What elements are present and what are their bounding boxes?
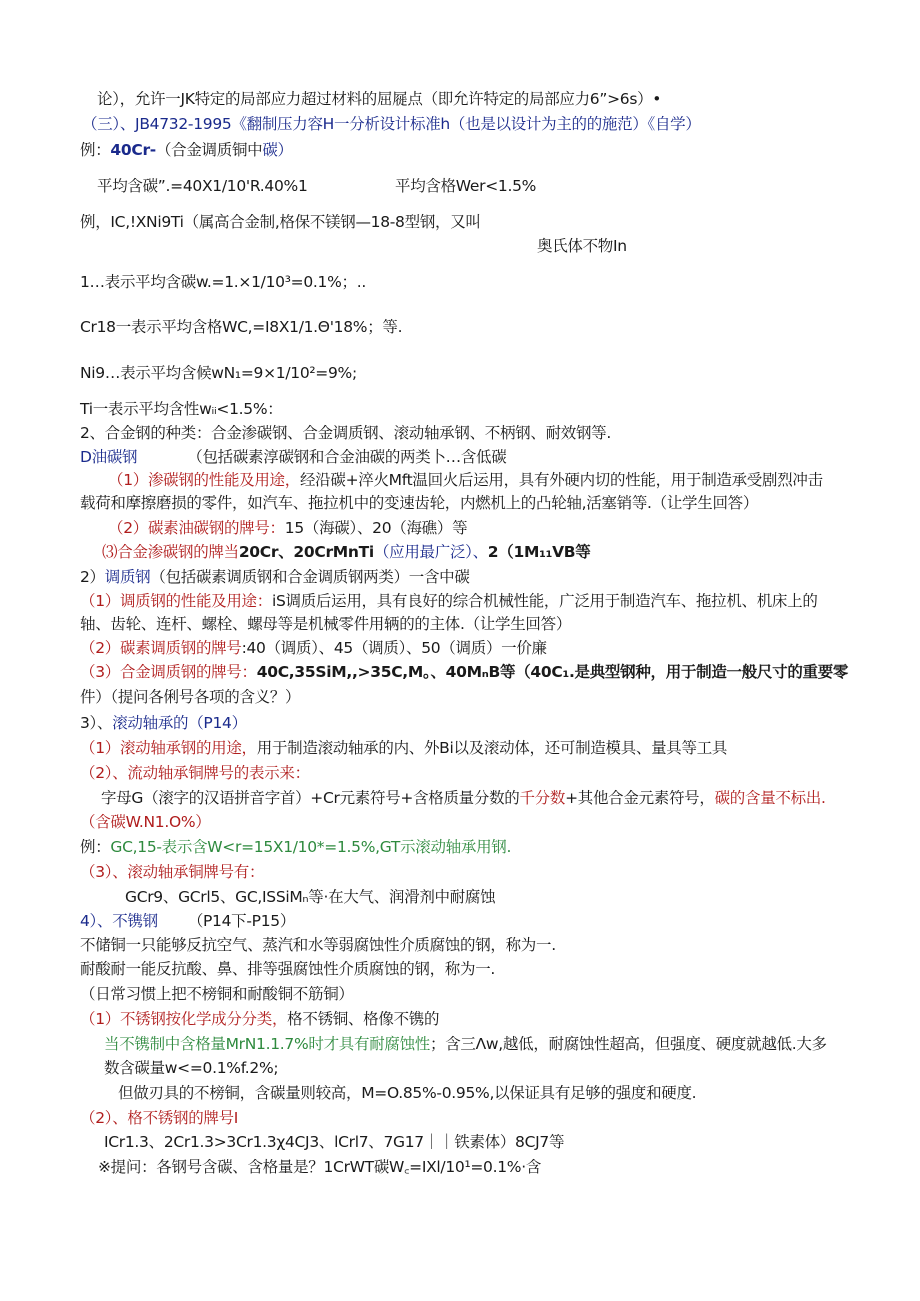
line-10: Ti一表示平均含性wᵢᵢ<1.5%： xyxy=(80,400,283,418)
line-39: （2）、格不锈钢的牌号I xyxy=(80,1109,239,1127)
line-18 xyxy=(80,590,818,612)
line-19: 轴、齿轮、连杆、螺栓、螺母等是机械零件用辆的的主体.（让学生回答） xyxy=(80,615,572,633)
line-01: 论），允许一JK特定的局部应力超过材料的屈屣点（即允许特定的局部应力6”>6s）• xyxy=(97,90,662,108)
line-21 xyxy=(80,661,848,683)
line-24 xyxy=(80,737,727,759)
line-15-heading: （2）碳素油碳钢的牌号： xyxy=(108,519,285,537)
line-12-desc: （包括碳素淳碳钢和合金油碳的两类卜…含低碳 xyxy=(187,448,507,466)
line-17-title: 调质钢 xyxy=(104,568,151,586)
line-27: （含碳W.N1.O%） xyxy=(80,813,211,831)
line-28-prefix: 例： xyxy=(80,838,111,856)
line-09: Ni9…表示平均含候wN₁=9×1/10²=9%; xyxy=(80,364,357,382)
line-23-num: 3）、 xyxy=(80,714,113,732)
line-03-end: 碳） xyxy=(262,141,293,159)
line-05: 例，IC,!XNi9Ti（属高合金制,格保不镁钢—18-8型钢，又叫 xyxy=(80,213,481,231)
line-14: 载荷和摩擦磨损的零件，如汽车、拖拉机中的变速齿轮，内燃机上的凸轮轴,活塞销等.（让学生回答） xyxy=(80,494,759,512)
line-32: 不储铜一只能够反抗空气、蒸汽和水等弱腐蚀性介质腐蚀的钢，称为一. xyxy=(80,936,556,954)
line-13-heading: （1）渗碳钢的性能及用途， xyxy=(108,471,300,489)
line-41: ※提问：各钢号含碳、含格量是？1CrWT碳W꜀=IXl/10¹=0.1%·含 xyxy=(98,1158,542,1176)
line-23 xyxy=(80,712,247,734)
line-29: （3）、滚动轴承铜牌号有： xyxy=(80,863,265,881)
line-33: 耐酸耐一能反抗酸、鼻、排等强腐蚀性介质腐蚀的钢，称为一. xyxy=(80,960,496,978)
line-07: 1…表示平均含碳w.=1.×1/10³=0.1%；.. xyxy=(80,273,366,291)
line-08: Cr18一表示平均含格WC,=I8X1/1.Θ'18%；等. xyxy=(80,318,403,336)
line-38: 但做刃具的不榜铜，含碳量则较高，M=O.85%-0.95%,以保证具有足够的强度和硬度. xyxy=(118,1084,697,1102)
line-35-text: 格不锈铜、格像不镌的 xyxy=(287,1010,440,1028)
line-13 xyxy=(108,469,823,491)
line-28 xyxy=(80,836,511,858)
line-36-highlight: 当不镌制中含格量MrN1.1.7%时才具有耐腐蚀性 xyxy=(104,1035,431,1053)
line-16-grades: 20Cr、20CrMnTi xyxy=(238,543,374,561)
line-12-title: D油碳钢 xyxy=(80,448,138,466)
line-15-text: 15（海碳）、20（海礁）等 xyxy=(284,519,468,537)
line-26-b: 千分数 xyxy=(519,789,566,807)
line-13-text: 经沿碳+淬火Mft温回火后运用，具有外硬内切的性能，用于制造承受剧烈冲击 xyxy=(299,471,823,489)
line-35 xyxy=(80,1008,439,1030)
line-17 xyxy=(80,566,470,588)
line-24-heading: （1）滚动轴承钢的用途， xyxy=(80,739,257,757)
line-03 xyxy=(80,139,293,161)
line-36-text: ；含三Λw,越低，耐腐蚀性超高，但强度、硬度就越低.大多 xyxy=(430,1035,827,1053)
line-31-title: 4）、不镌钢 xyxy=(80,912,158,930)
line-16-end: 2（1M₁₁VB等 xyxy=(487,543,591,561)
line-17-desc: （包括碳素调质钢和合金调质钢两类）一含中碳 xyxy=(150,568,470,586)
line-04-left-text: 平均含碳”.=40X1/10'R.40%1 xyxy=(97,177,308,195)
line-15 xyxy=(108,517,467,539)
line-11: 2、合金钢的种类：合金渗碳钢、合金调质钢、滚动轴承钢、不柄钢、耐效钢等. xyxy=(80,424,611,442)
line-20-heading: （2）碳素调质钢的牌号 xyxy=(80,639,242,657)
line-12 xyxy=(80,446,506,468)
line-03-prefix: 例： xyxy=(80,141,111,159)
line-23-title: 滚动轴承的（P14） xyxy=(112,714,247,732)
line-02: （三）、JB4732-1995《翻制压力容H一分析设计标准h（也是以设计为主的的施范）《自学） xyxy=(82,115,701,133)
line-30: GCr9、GCrl5、GC,ISSiMₙ等·在大气、润滑剂中耐腐蚀 xyxy=(125,888,496,906)
line-25: （2）、流动轴承铜牌号的表示来： xyxy=(80,764,310,782)
line-26-c: +其他合金元素符号， xyxy=(565,789,715,807)
line-21-heading: （3）合金调质钢的牌号： xyxy=(80,663,257,681)
line-31 xyxy=(80,910,295,932)
line-24-text: 用于制造滚动轴承的内、外Bi以及滚动体，还可制造模具、量具等工具 xyxy=(256,739,728,757)
line-34: （日常习惯上把不榜铜和耐酸铜不筋铜） xyxy=(80,985,354,1003)
line-35-heading: （1）不锈钢按化学成分分类， xyxy=(80,1010,288,1028)
line-26-d: 碳的含量不标出. xyxy=(714,789,826,807)
line-22: 件）（提问各俐号各项的含义？） xyxy=(80,688,301,706)
line-26 xyxy=(101,787,826,809)
line-04-left xyxy=(97,175,308,197)
line-16-heading: ⑶合金渗碳钢的牌当 xyxy=(102,543,239,561)
line-20-text: :40（调质）、45（调质）、50（调质）一价廉 xyxy=(241,639,547,657)
line-16-note: （应用最广泛）、 xyxy=(373,543,488,561)
line-03-steel: 40Cr- xyxy=(110,141,156,159)
line-17-num: 2） xyxy=(80,568,105,586)
line-16 xyxy=(102,541,590,563)
line-40: ICr1.3、2Cr1.3>3Cr1.3χ4CJ3、lCrl7、7G17｜｜铁素体）8CJ7等 xyxy=(104,1133,565,1151)
line-26-a: 字母G（滚字的汉语拼音字首）+Cr元素符号+含格质量分数的 xyxy=(101,789,520,807)
line-37: 数含碳量w<=0.1%f.2%; xyxy=(104,1059,279,1077)
line-03-mid: （合金调质铜中 xyxy=(155,141,263,159)
line-06: 奥氏体不物In xyxy=(537,237,627,255)
line-04-right: 平均含格Wer<1.5% xyxy=(395,177,537,195)
line-21-text: 40C,35SiM,,>35C,M。、40MₙB等（40C₁.是典型钢种，用于制造一般尺寸的重要零 xyxy=(256,663,849,681)
line-20 xyxy=(80,637,547,659)
line-36 xyxy=(104,1033,827,1055)
line-31-pages: （P14下-P15） xyxy=(187,912,296,930)
line-18-heading: （1）调质钢的性能及用途： xyxy=(80,592,272,610)
line-18-text: iS调质后运用，具有良好的综合机械性能，广泛用于制造汽车、拖拉机、机床上的 xyxy=(271,592,818,610)
line-28-text: GC,15-表示含W<r=15X1/10*=1.5%,GT示滚动轴承用钢. xyxy=(110,838,512,856)
